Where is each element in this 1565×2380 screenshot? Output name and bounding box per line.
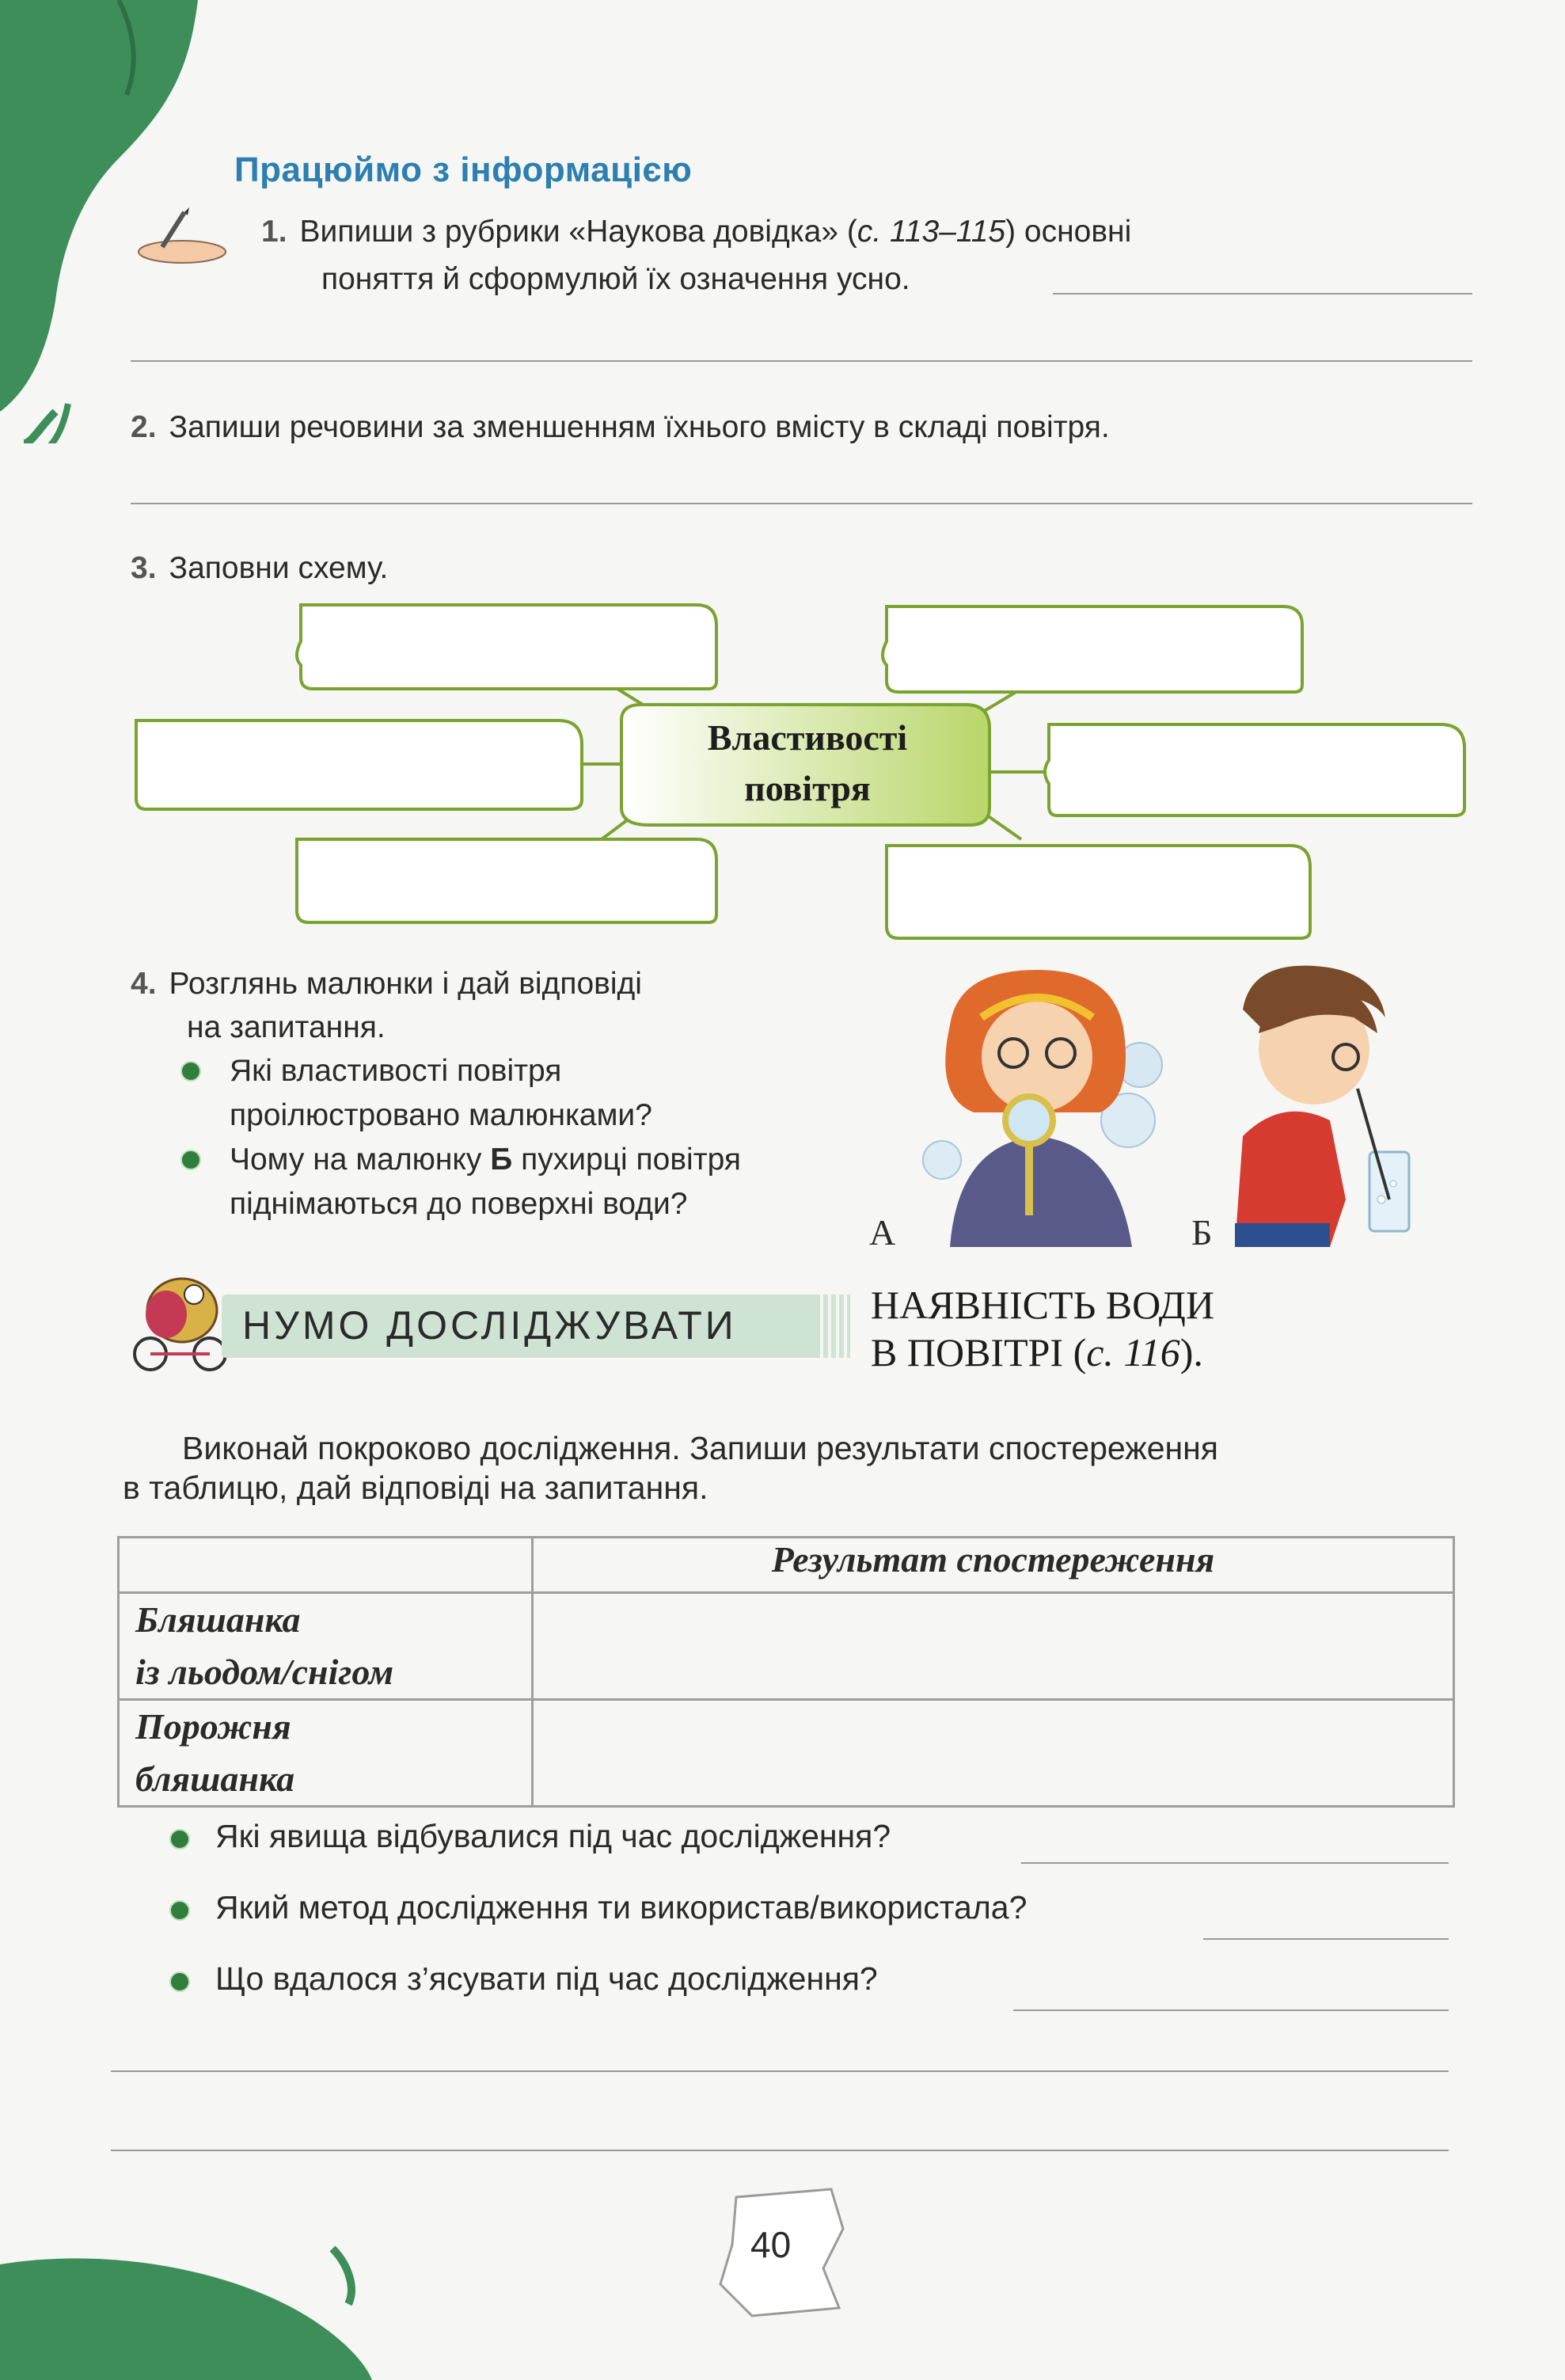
table-header: Результат спостереження — [533, 1538, 1454, 1593]
question-2: Який метод дослідження ти використав/використала? — [215, 1889, 1028, 1926]
answer-line[interactable] — [131, 360, 1472, 362]
picture-label-a: А — [869, 1212, 896, 1253]
task-4-bullet-1: Які властивості повітря проілюстровано малюнками? — [230, 1054, 652, 1132]
table-answer-cell[interactable] — [533, 1593, 1454, 1700]
task-4-bullet-2: Чому на малюнку Б пухирці повітря піднімаються до поверхні води? — [230, 1142, 741, 1221]
answer-line[interactable] — [1013, 2009, 1449, 2011]
instructions-line-2: в таблицю, дай відповіді на запитання. — [123, 1469, 708, 1506]
bullet — [169, 1829, 190, 1850]
bug-on-bicycle-icon — [127, 1255, 230, 1374]
instructions-line-1: Виконай покроково дослідження. Запиши результати спостереження — [182, 1430, 1218, 1466]
answer-line[interactable] — [111, 2070, 1449, 2072]
observation-table — [117, 1536, 1455, 1808]
bullet — [180, 1150, 201, 1170]
banner-stripes — [815, 1295, 850, 1358]
girl-blowing-bubbles-illustration — [902, 962, 1172, 1247]
answer-line[interactable] — [1021, 1862, 1449, 1864]
table-corner-cell — [119, 1538, 533, 1593]
bullet — [169, 1900, 190, 1921]
answer-line[interactable] — [1203, 1938, 1449, 1940]
page-number: 40 — [750, 2224, 792, 2265]
diagram-box-top-left[interactable] — [305, 610, 708, 686]
explore-title: НАЯВНІСТЬ ВОДИ В ПОВІТРІ (с. 116). — [871, 1283, 1214, 1374]
section-heading: Працюймо з інформацією — [234, 150, 693, 189]
table-row — [119, 1593, 1454, 1700]
diagram-box-top-right[interactable] — [891, 611, 1294, 687]
task-1: 1. Випиши з рубрики «Наукова довідка» (с. 113–115) основні — [261, 215, 1132, 249]
diagram-box-middle-right[interactable] — [1053, 729, 1457, 808]
explore-banner — [222, 1295, 831, 1358]
bullet — [169, 1971, 190, 1992]
task-2: 2. Запиши речовини за зменшенням їхнього вмісту в складі повітря. — [131, 410, 1110, 444]
diagram-box-bottom-right[interactable] — [891, 850, 1302, 933]
task-3: 3. Заповни схему. — [131, 551, 389, 585]
bullet — [180, 1061, 201, 1082]
diagram-box-bottom-left[interactable] — [301, 844, 708, 917]
properties-diagram — [127, 594, 1472, 950]
picture-label-b: Б — [1191, 1212, 1213, 1253]
table-row — [119, 1700, 1454, 1807]
writing-hand-icon — [131, 207, 234, 271]
question-1: Які явища відбувалися під час дослідження? — [215, 1818, 891, 1854]
page-reference: с. 113–115 — [857, 215, 1006, 249]
task-4-line2: на запитання. — [187, 1010, 386, 1044]
corner-decoration-bottom — [0, 2217, 412, 2380]
table-row-label: Бляшанка із льодом/снігом — [119, 1593, 533, 1700]
boy-drinking-illustration — [1219, 962, 1425, 1247]
task-1-line2: поняття й сформулюй їх означення усно. — [321, 262, 910, 296]
table-answer-cell[interactable] — [533, 1700, 1454, 1807]
answer-line[interactable] — [111, 2150, 1449, 2151]
diagram-box-middle-left[interactable] — [141, 725, 576, 804]
answer-line[interactable] — [1053, 293, 1472, 295]
answer-line[interactable] — [131, 503, 1472, 504]
explore-banner-text: НУМО ДОСЛІДЖУВАТИ — [242, 1303, 737, 1348]
question-3: Що вдалося з’ясувати під час дослідження? — [215, 1960, 878, 1997]
task-1-number: 1. — [261, 215, 287, 249]
diagram-center-label: Властивості повітря — [707, 717, 908, 808]
task-4: 4. Розглянь малюнки і дай відповіді — [131, 967, 642, 1001]
table-row-label: Порожня бляшанка — [119, 1700, 533, 1807]
